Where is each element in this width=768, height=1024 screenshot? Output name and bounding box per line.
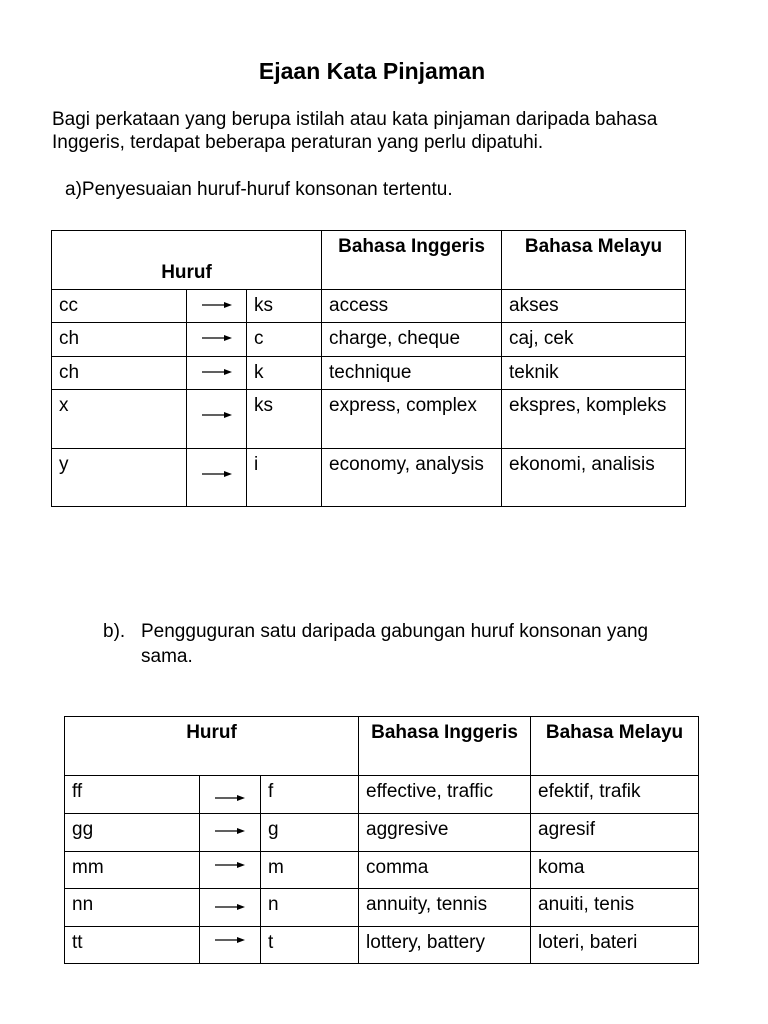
english-word-cell: express, complex — [322, 390, 502, 449]
malay-word-cell: teknik — [502, 357, 686, 390]
right-arrow-icon — [215, 929, 245, 950]
english-word-cell: technique — [322, 357, 502, 390]
malay-word-cell: koma — [531, 852, 699, 889]
letter-to-cell: c — [247, 323, 322, 357]
header-bahasa-melayu: Bahasa Melayu — [531, 717, 699, 776]
table-row — [52, 357, 686, 390]
letter-from-cell: x — [52, 390, 187, 449]
header-bahasa-melayu: Bahasa Melayu — [502, 231, 686, 290]
letter-from-cell: gg — [65, 814, 200, 852]
right-arrow-icon — [202, 463, 232, 484]
arrow-cell — [200, 852, 261, 889]
table-row — [65, 814, 699, 852]
letter-to-cell: k — [247, 357, 322, 390]
letter-from-cell: mm — [65, 852, 200, 889]
section-b-number: b). — [103, 621, 126, 642]
header-huruf: Huruf — [52, 231, 322, 290]
arrow-cell — [200, 814, 261, 852]
table-row — [52, 290, 686, 323]
table-row — [52, 390, 686, 449]
right-arrow-icon — [215, 820, 245, 841]
table-row — [52, 449, 686, 507]
malay-word-cell: ekonomi, analisis — [502, 449, 686, 507]
letter-from-cell: ff — [65, 776, 200, 814]
letter-from-cell: tt — [65, 927, 200, 964]
intro-paragraph: Bagi perkataan yang berupa istilah atau kata pinjaman daripada bahasa Inggeris, terdapat beberapa peraturan yang perlu dipatuhi. — [52, 109, 658, 153]
table-section-b — [64, 716, 699, 964]
right-arrow-icon — [215, 854, 245, 875]
right-arrow-icon — [215, 896, 245, 917]
letter-from-cell: ch — [52, 323, 187, 357]
header-huruf: Huruf — [65, 717, 359, 776]
table-row — [65, 927, 699, 964]
right-arrow-icon — [202, 294, 232, 315]
right-arrow-icon — [202, 404, 232, 425]
table-row — [65, 889, 699, 927]
malay-word-cell: anuiti, tenis — [531, 889, 699, 927]
header-bahasa-inggeris: Bahasa Inggeris — [322, 231, 502, 290]
table-row — [52, 323, 686, 357]
english-word-cell: aggresive — [359, 814, 531, 852]
table-row — [65, 776, 699, 814]
table-row — [65, 852, 699, 889]
arrow-cell — [187, 390, 247, 449]
english-word-cell: comma — [359, 852, 531, 889]
arrow-cell — [187, 323, 247, 357]
arrow-cell — [200, 927, 261, 964]
english-word-cell: lottery, battery — [359, 927, 531, 964]
table-section-a — [51, 230, 686, 507]
arrow-cell — [200, 776, 261, 814]
right-arrow-icon — [202, 361, 232, 382]
arrow-cell — [187, 449, 247, 507]
malay-word-cell: agresif — [531, 814, 699, 852]
arrow-cell — [187, 357, 247, 390]
malay-word-cell: loteri, bateri — [531, 927, 699, 964]
letter-from-cell: ch — [52, 357, 187, 390]
letter-to-cell: m — [261, 852, 359, 889]
right-arrow-icon — [202, 327, 232, 348]
malay-word-cell: ekspres, kompleks — [502, 390, 686, 449]
english-word-cell: charge, cheque — [322, 323, 502, 357]
letter-to-cell: n — [261, 889, 359, 927]
arrow-cell — [200, 889, 261, 927]
right-arrow-icon — [215, 787, 245, 808]
english-word-cell: effective, traffic — [359, 776, 531, 814]
header-bahasa-inggeris: Bahasa Inggeris — [359, 717, 531, 776]
letter-to-cell: ks — [247, 390, 322, 449]
page-title: Ejaan Kata Pinjaman — [258, 58, 486, 84]
english-word-cell: access — [322, 290, 502, 323]
letter-to-cell: f — [261, 776, 359, 814]
arrow-cell — [187, 290, 247, 323]
letter-to-cell: i — [247, 449, 322, 507]
section-b-text: Pengguguran satu daripada gabungan huruf konsonan yang sama. — [141, 621, 649, 667]
section-b-heading — [103, 619, 681, 669]
letter-to-cell: g — [261, 814, 359, 852]
letter-from-cell: y — [52, 449, 187, 507]
letter-from-cell: cc — [52, 290, 187, 323]
english-word-cell: economy, analysis — [322, 449, 502, 507]
section-a-heading: a)Penyesuaian huruf-huruf konsonan tertentu. — [65, 179, 453, 200]
letter-to-cell: t — [261, 927, 359, 964]
letter-from-cell: nn — [65, 889, 200, 927]
english-word-cell: annuity, tennis — [359, 889, 531, 927]
malay-word-cell: caj, cek — [502, 323, 686, 357]
malay-word-cell: akses — [502, 290, 686, 323]
malay-word-cell: efektif, trafik — [531, 776, 699, 814]
letter-to-cell: ks — [247, 290, 322, 323]
